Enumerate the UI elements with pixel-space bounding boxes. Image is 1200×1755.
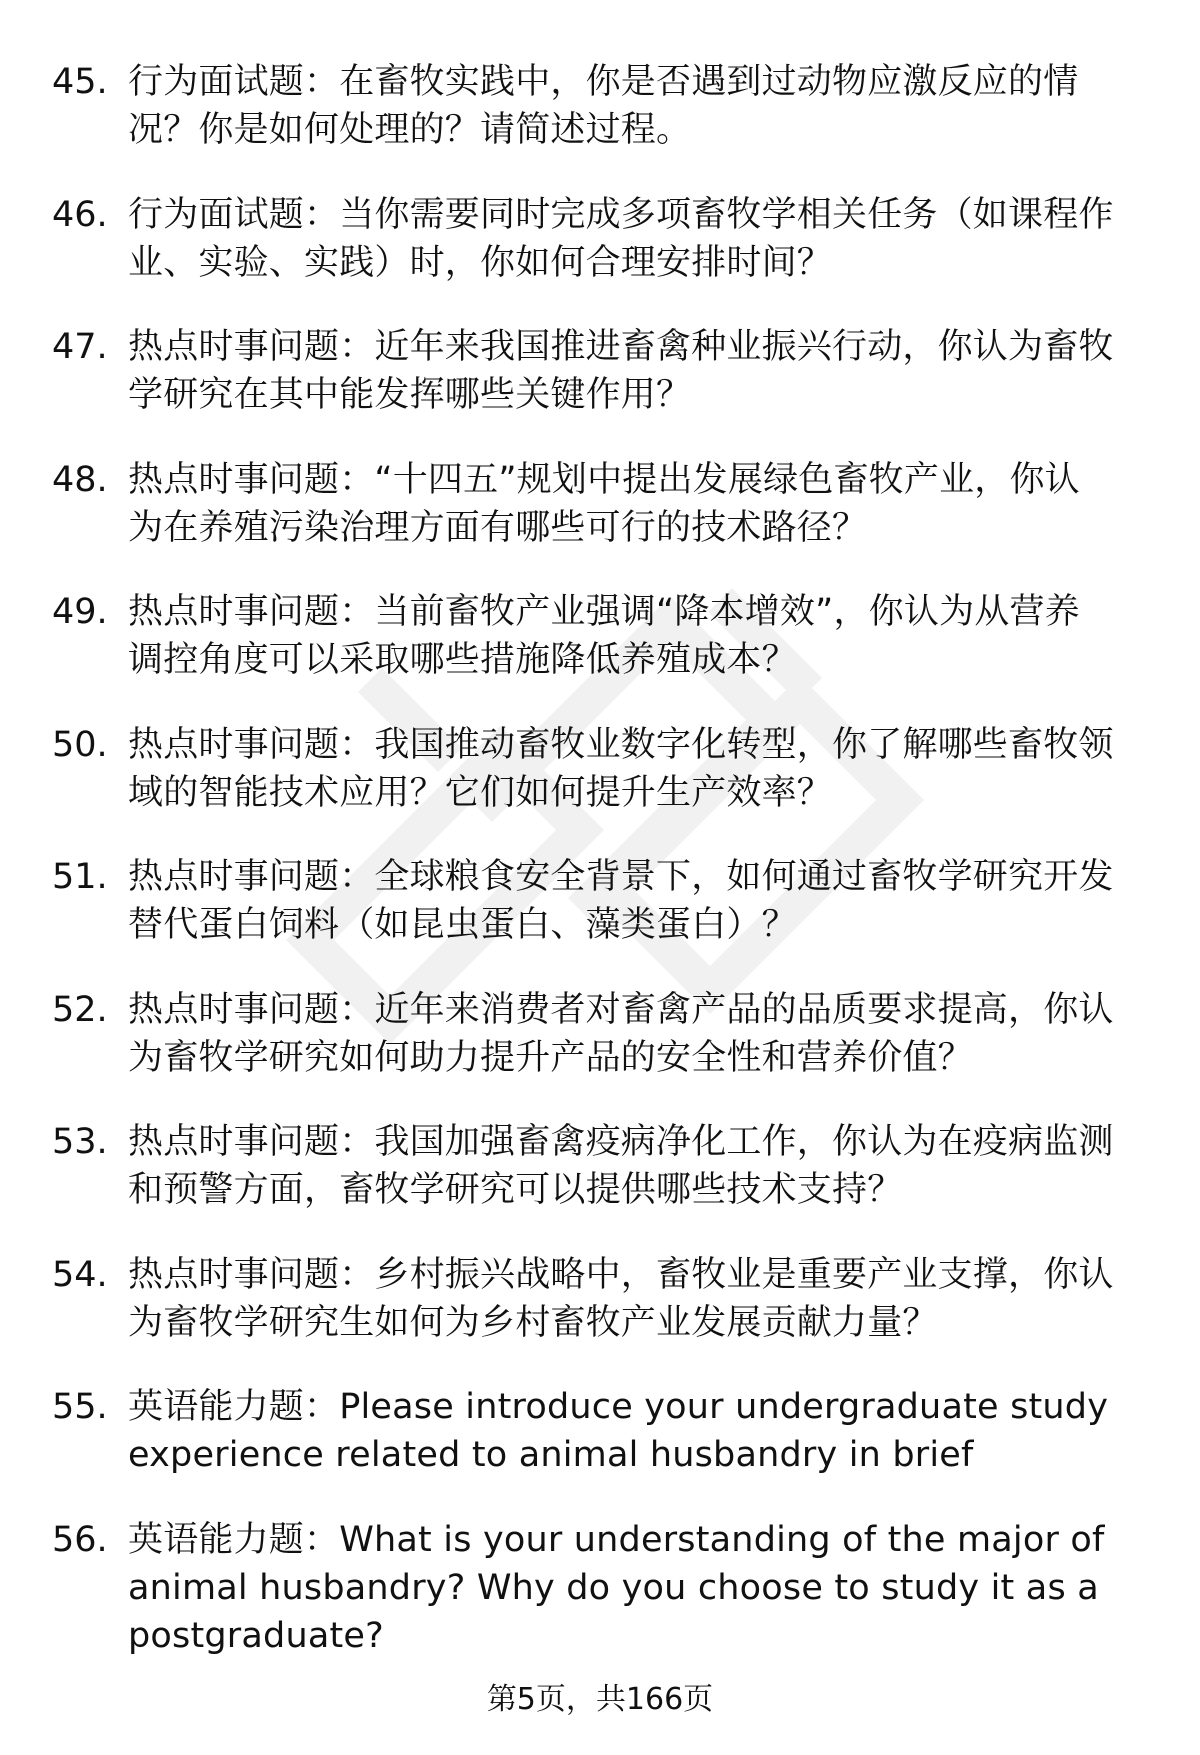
question-line: postgraduate? (128, 1615, 384, 1656)
question-line: 热点时事问题：乡村振兴战略中，畜牧业是重要产业支撑，你认 (128, 1254, 1114, 1295)
question-line: animal husbandry? Why do you choose to study it as a (128, 1567, 1099, 1608)
question-number: 50. (52, 724, 108, 765)
question-text (128, 1251, 1148, 1347)
question-number: 49. (52, 592, 108, 632)
question-line: 和预警方面，畜牧学研究可以提供哪些技术支持？ (128, 1170, 903, 1210)
question-line: 行为面试题：当你需要同时完成多项畜牧学相关任务（如课程作 (128, 194, 1114, 235)
question-item (0, 323, 1200, 456)
question-item (0, 1383, 1200, 1516)
question-line: 为在养殖污染治理方面有哪些可行的技术路径？ (128, 507, 868, 548)
question-text (128, 456, 1148, 552)
question-line: 为畜牧学研究生如何为乡村畜牧产业发展贡献力量？ (128, 1302, 938, 1343)
question-item (0, 721, 1200, 854)
question-line: 业、实验、实践）时，你如何合理安排时间？ (128, 242, 833, 283)
question-text (128, 853, 1148, 949)
question-number: 45. (52, 62, 108, 102)
question-text (128, 986, 1148, 1082)
question-item (0, 1516, 1200, 1696)
question-line: experience related to animal husbandry in brief (128, 1435, 974, 1475)
question-item (0, 588, 1200, 721)
question-line: 热点时事问题：近年来我国推进畜禽种业振兴行动，你认为畜牧 (128, 327, 1114, 367)
question-number: 48. (52, 459, 108, 500)
question-text (128, 58, 1148, 154)
question-line: 替代蛋白饲料（如昆虫蛋白、藻类蛋白）？ (128, 905, 797, 945)
question-line: 热点时事问题：近年来消费者对畜禽产品的品质要求提高，你认 (128, 989, 1114, 1030)
question-item (0, 853, 1200, 986)
question-line: 况？你是如何处理的？请简述过程。 (128, 110, 692, 150)
question-line: 域的智能技术应用？它们如何提升生产效率？ (128, 772, 833, 813)
question-line: 学研究在其中能发挥哪些关键作用？ (128, 375, 692, 415)
question-number: 54. (52, 1254, 108, 1295)
question-item (0, 1251, 1200, 1384)
question-item (0, 986, 1200, 1119)
question-number: 56. (52, 1519, 108, 1560)
question-line: 英语能力题：Please introduce your undergraduate study (128, 1387, 1109, 1427)
question-line: 热点时事问题：我国推动畜牧业数字化转型，你了解哪些畜牧领 (128, 724, 1114, 765)
question-text (128, 1118, 1148, 1214)
question-line: 行为面试题：在畜牧实践中，你是否遇到过动物应激反应的情 (128, 62, 1079, 102)
question-line: 热点时事问题：“十四五”规划中提出发展绿色畜牧产业，你认 (128, 459, 1080, 500)
question-line: 调控角度可以采取哪些措施降低养殖成本？ (128, 640, 797, 680)
question-text (128, 1383, 1148, 1479)
question-line: 英语能力题：What is your understanding of the major of (128, 1519, 1105, 1560)
question-text (128, 588, 1148, 684)
question-item (0, 1118, 1200, 1251)
question-number: 46. (52, 194, 108, 235)
question-text (128, 191, 1148, 287)
question-line: 为畜牧学研究如何助力提升产品的安全性和营养价值？ (128, 1037, 973, 1078)
question-item (0, 191, 1200, 324)
question-item (0, 58, 1200, 191)
question-line: 热点时事问题：全球粮食安全背景下，如何通过畜牧学研究开发 (128, 857, 1114, 897)
question-text (128, 323, 1148, 419)
question-text (128, 1516, 1148, 1660)
question-number: 52. (52, 989, 108, 1030)
question-list (0, 58, 1200, 1696)
question-line: 热点时事问题：我国加强畜禽疫病净化工作，你认为在疫病监测 (128, 1122, 1114, 1162)
question-number: 47. (52, 327, 108, 367)
question-line: 热点时事问题：当前畜牧产业强调“降本增效”，你认为从营养 (128, 592, 1080, 632)
question-number: 51. (52, 857, 108, 897)
question-item (0, 456, 1200, 589)
page-number-footer: 第5页，共166页 (486, 1682, 714, 1717)
question-number: 55. (52, 1387, 108, 1427)
question-text (128, 721, 1148, 817)
question-number: 53. (52, 1122, 108, 1162)
